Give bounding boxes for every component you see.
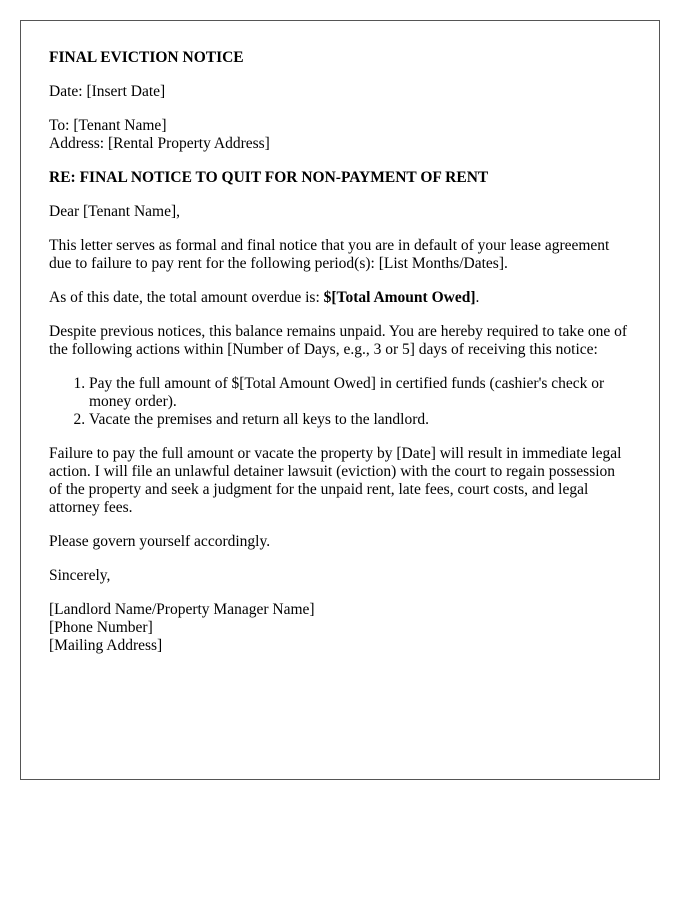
required-actions-paragraph: Despite previous notices, this balance remains unpaid. You are hereby required to take one of the following actions within [Number of Days, e.g., 3 or 5] days of receiving this notice: bbox=[49, 323, 628, 358]
to-line: To: [Tenant Name] bbox=[49, 117, 167, 134]
address-line: Address: [Rental Property Address] bbox=[49, 135, 270, 152]
signature-name: [Landlord Name/Property Manager Name] bbox=[49, 601, 315, 618]
govern-paragraph: Please govern yourself accordingly. bbox=[49, 533, 271, 550]
list-item: 2. Vacate the premises and return all keys to the landlord. bbox=[89, 411, 631, 429]
overdue-paragraph bbox=[49, 289, 631, 307]
default-paragraph: This letter serves as formal and final notice that you are in default of your lease agreement due to failure to pay rent for the following period(s): [List Months/Dates]. bbox=[49, 237, 610, 272]
subject-line: RE: FINAL NOTICE TO QUIT FOR NON-PAYMENT OF RENT bbox=[49, 169, 489, 186]
signature-phone: [Phone Number] bbox=[49, 619, 153, 636]
list-item: 1. Pay the full amount of $[Total Amount Owed] in certified funds (cashier's check or money order). bbox=[89, 375, 631, 411]
closing: Sincerely, bbox=[49, 567, 111, 584]
date-line: Date: [Insert Date] bbox=[49, 83, 166, 100]
actions-list bbox=[49, 375, 631, 429]
overdue-prefix: As of this date, the total amount overdue is: bbox=[49, 289, 324, 306]
document-title: FINAL EVICTION NOTICE bbox=[49, 49, 244, 66]
salutation: Dear [Tenant Name], bbox=[49, 203, 181, 220]
eviction-notice-letter bbox=[20, 20, 660, 780]
signature-mailing-address: [Mailing Address] bbox=[49, 637, 163, 654]
signature-block bbox=[49, 601, 631, 655]
overdue-suffix: . bbox=[475, 289, 480, 306]
overdue-amount: $[Total Amount Owed] bbox=[323, 289, 476, 306]
recipient-block bbox=[49, 117, 631, 153]
consequence-paragraph: Failure to pay the full amount or vacate the property by [Date] will result in immediate legal action. I will file an unlawful detainer lawsuit (eviction) with the court to regain possession of the property and seek a judgment for the unpaid rent, late fees, court costs, and legal attorney fees. bbox=[49, 445, 622, 516]
